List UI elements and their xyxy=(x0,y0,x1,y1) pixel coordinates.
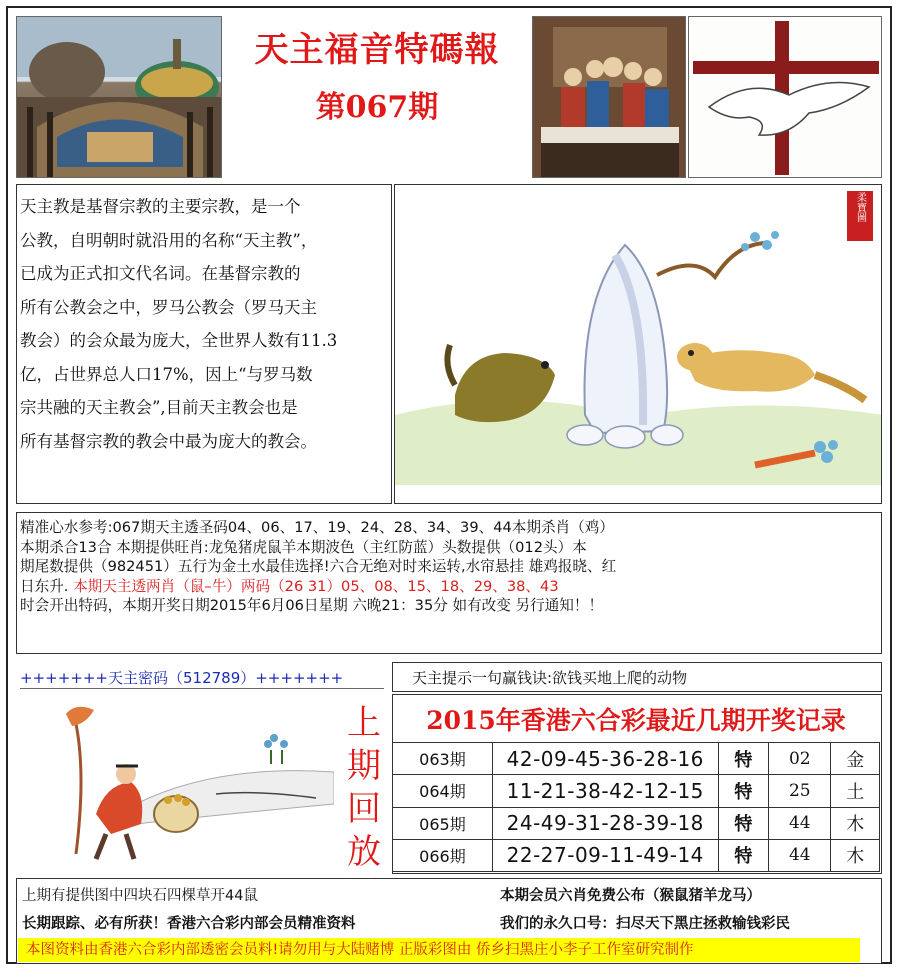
secret-code: +++++++天主密码（512789）+++++++ xyxy=(20,669,344,687)
intro-line: 亿，占世界总人口17%，因上“与罗马数 xyxy=(20,364,313,384)
table-row xyxy=(393,839,880,871)
replay-char: 放 xyxy=(347,832,381,872)
element-cell: 木 xyxy=(831,807,880,839)
hint-text: 天主提示一句赢钱诀:欲钱买地上爬的动物 xyxy=(412,669,688,687)
special-number-cell: 02 xyxy=(769,743,831,775)
results-table xyxy=(392,742,880,872)
footer-right-2: 我们的永久口号：扫尽天下黑庄拯救输钱彩民 xyxy=(500,916,790,932)
issue-cell: 064期 xyxy=(393,775,493,807)
issue-cell: 066期 xyxy=(393,839,493,871)
table-row xyxy=(393,743,880,775)
footer-left-2: 长期跟踪、必有所获！香港六合彩内部会员精准资料 xyxy=(22,916,356,932)
info-line: 精准心水参考:067期天主透圣码04、06、17、19、24、28、34、39、44本期杀肖（鸡） xyxy=(20,519,614,536)
footer-right-1: 本期会员六肖免费公布（猴鼠猪羊龙马） xyxy=(500,888,761,904)
divider xyxy=(20,688,384,689)
element-cell: 木 xyxy=(831,839,880,871)
table-row xyxy=(393,775,880,807)
cartoon-dog-weasel-image xyxy=(394,184,882,504)
replay-char: 期 xyxy=(347,746,381,786)
intro-line: 天主教是基督宗教的主要宗教，是一个 xyxy=(20,197,301,216)
cross-dove-image xyxy=(688,16,882,178)
intro-line: 所有基督宗教的教会中最为庞大的教会。 xyxy=(20,431,317,451)
issue-cell: 063期 xyxy=(393,743,493,775)
table-row xyxy=(393,807,880,839)
special-number-cell: 44 xyxy=(769,839,831,871)
issue-number: 第067期 xyxy=(315,90,439,125)
numbers-cell: 11-21-38-42-12-15 xyxy=(492,775,718,807)
issue-cell: 065期 xyxy=(393,807,493,839)
footer-left-1: 上期有提供图中四块石四棵草开44鼠 xyxy=(22,888,258,904)
special-number-cell: 25 xyxy=(769,775,831,807)
info-line: 本期杀合13合 本期提供旺肖:龙兔猪虎鼠羊本期波色（主红防蓝）头数提供（012头）本 xyxy=(20,538,587,556)
te-label-cell: 特 xyxy=(718,743,768,775)
intro-line: 已成为正式扣文代名词。在基督宗教的 xyxy=(20,264,301,283)
cathedral-image xyxy=(16,16,222,178)
results-title: 2015年香港六合彩最近几期开奖记录 xyxy=(426,706,846,735)
numbers-cell: 42-09-45-36-28-16 xyxy=(492,743,718,775)
intro-line: 公教，自明朝时就沿用的名称“天主教”， xyxy=(20,230,318,250)
special-number-cell: 44 xyxy=(769,807,831,839)
numbers-cell: 24-49-31-28-39-18 xyxy=(492,807,718,839)
info-line xyxy=(20,577,880,597)
info-line: 时会开出特码，本期开奖日期2015年6月06日星期 六晚21：35分 如有改变 另行通知！！ xyxy=(20,597,604,614)
intro-text xyxy=(20,190,390,458)
replay-char: 回 xyxy=(347,789,381,829)
intro-line: 所有公教会之中，罗马公教会（罗马天主 xyxy=(20,297,317,317)
numbers-cell: 22-27-09-11-49-14 xyxy=(492,839,718,871)
info-line: 期尾数提供（982451）五行为金土水最佳选择!六合无绝对时来运转,水帘悬挂 雄鸡报晓、红 xyxy=(20,558,617,575)
te-label-cell: 特 xyxy=(718,775,768,807)
te-label-cell: 特 xyxy=(718,839,768,871)
info-line-prefix: 日东升. xyxy=(20,577,74,595)
intro-line: 宗共融的天主教会”,目前天主教会也是 xyxy=(20,398,298,417)
element-cell: 土 xyxy=(831,775,880,807)
replay-char: 上 xyxy=(347,703,381,743)
intro-line: 教会）的会众最为庞大，全世界人数有11.3 xyxy=(20,331,338,350)
element-cell: 金 xyxy=(831,743,880,775)
farmer-cartoon-image xyxy=(16,694,334,874)
info-text xyxy=(20,518,880,616)
newspaper-title: 天主福音特碼報 xyxy=(254,30,500,70)
footer-banner: 本图资料由香港六合彩内部透密会员料!请勿用与大陆赌博 正版彩图由 侨乡扫黑庄小李子工作室研究制作 xyxy=(18,938,860,962)
te-label-cell: 特 xyxy=(718,807,768,839)
last-supper-image xyxy=(532,16,686,178)
info-highlight: 本期天主透两肖（鼠–牛）两码（26 31）05、08、15、18、29、38、43 xyxy=(73,577,559,595)
seal-text: 柔寶圖 xyxy=(854,192,866,222)
